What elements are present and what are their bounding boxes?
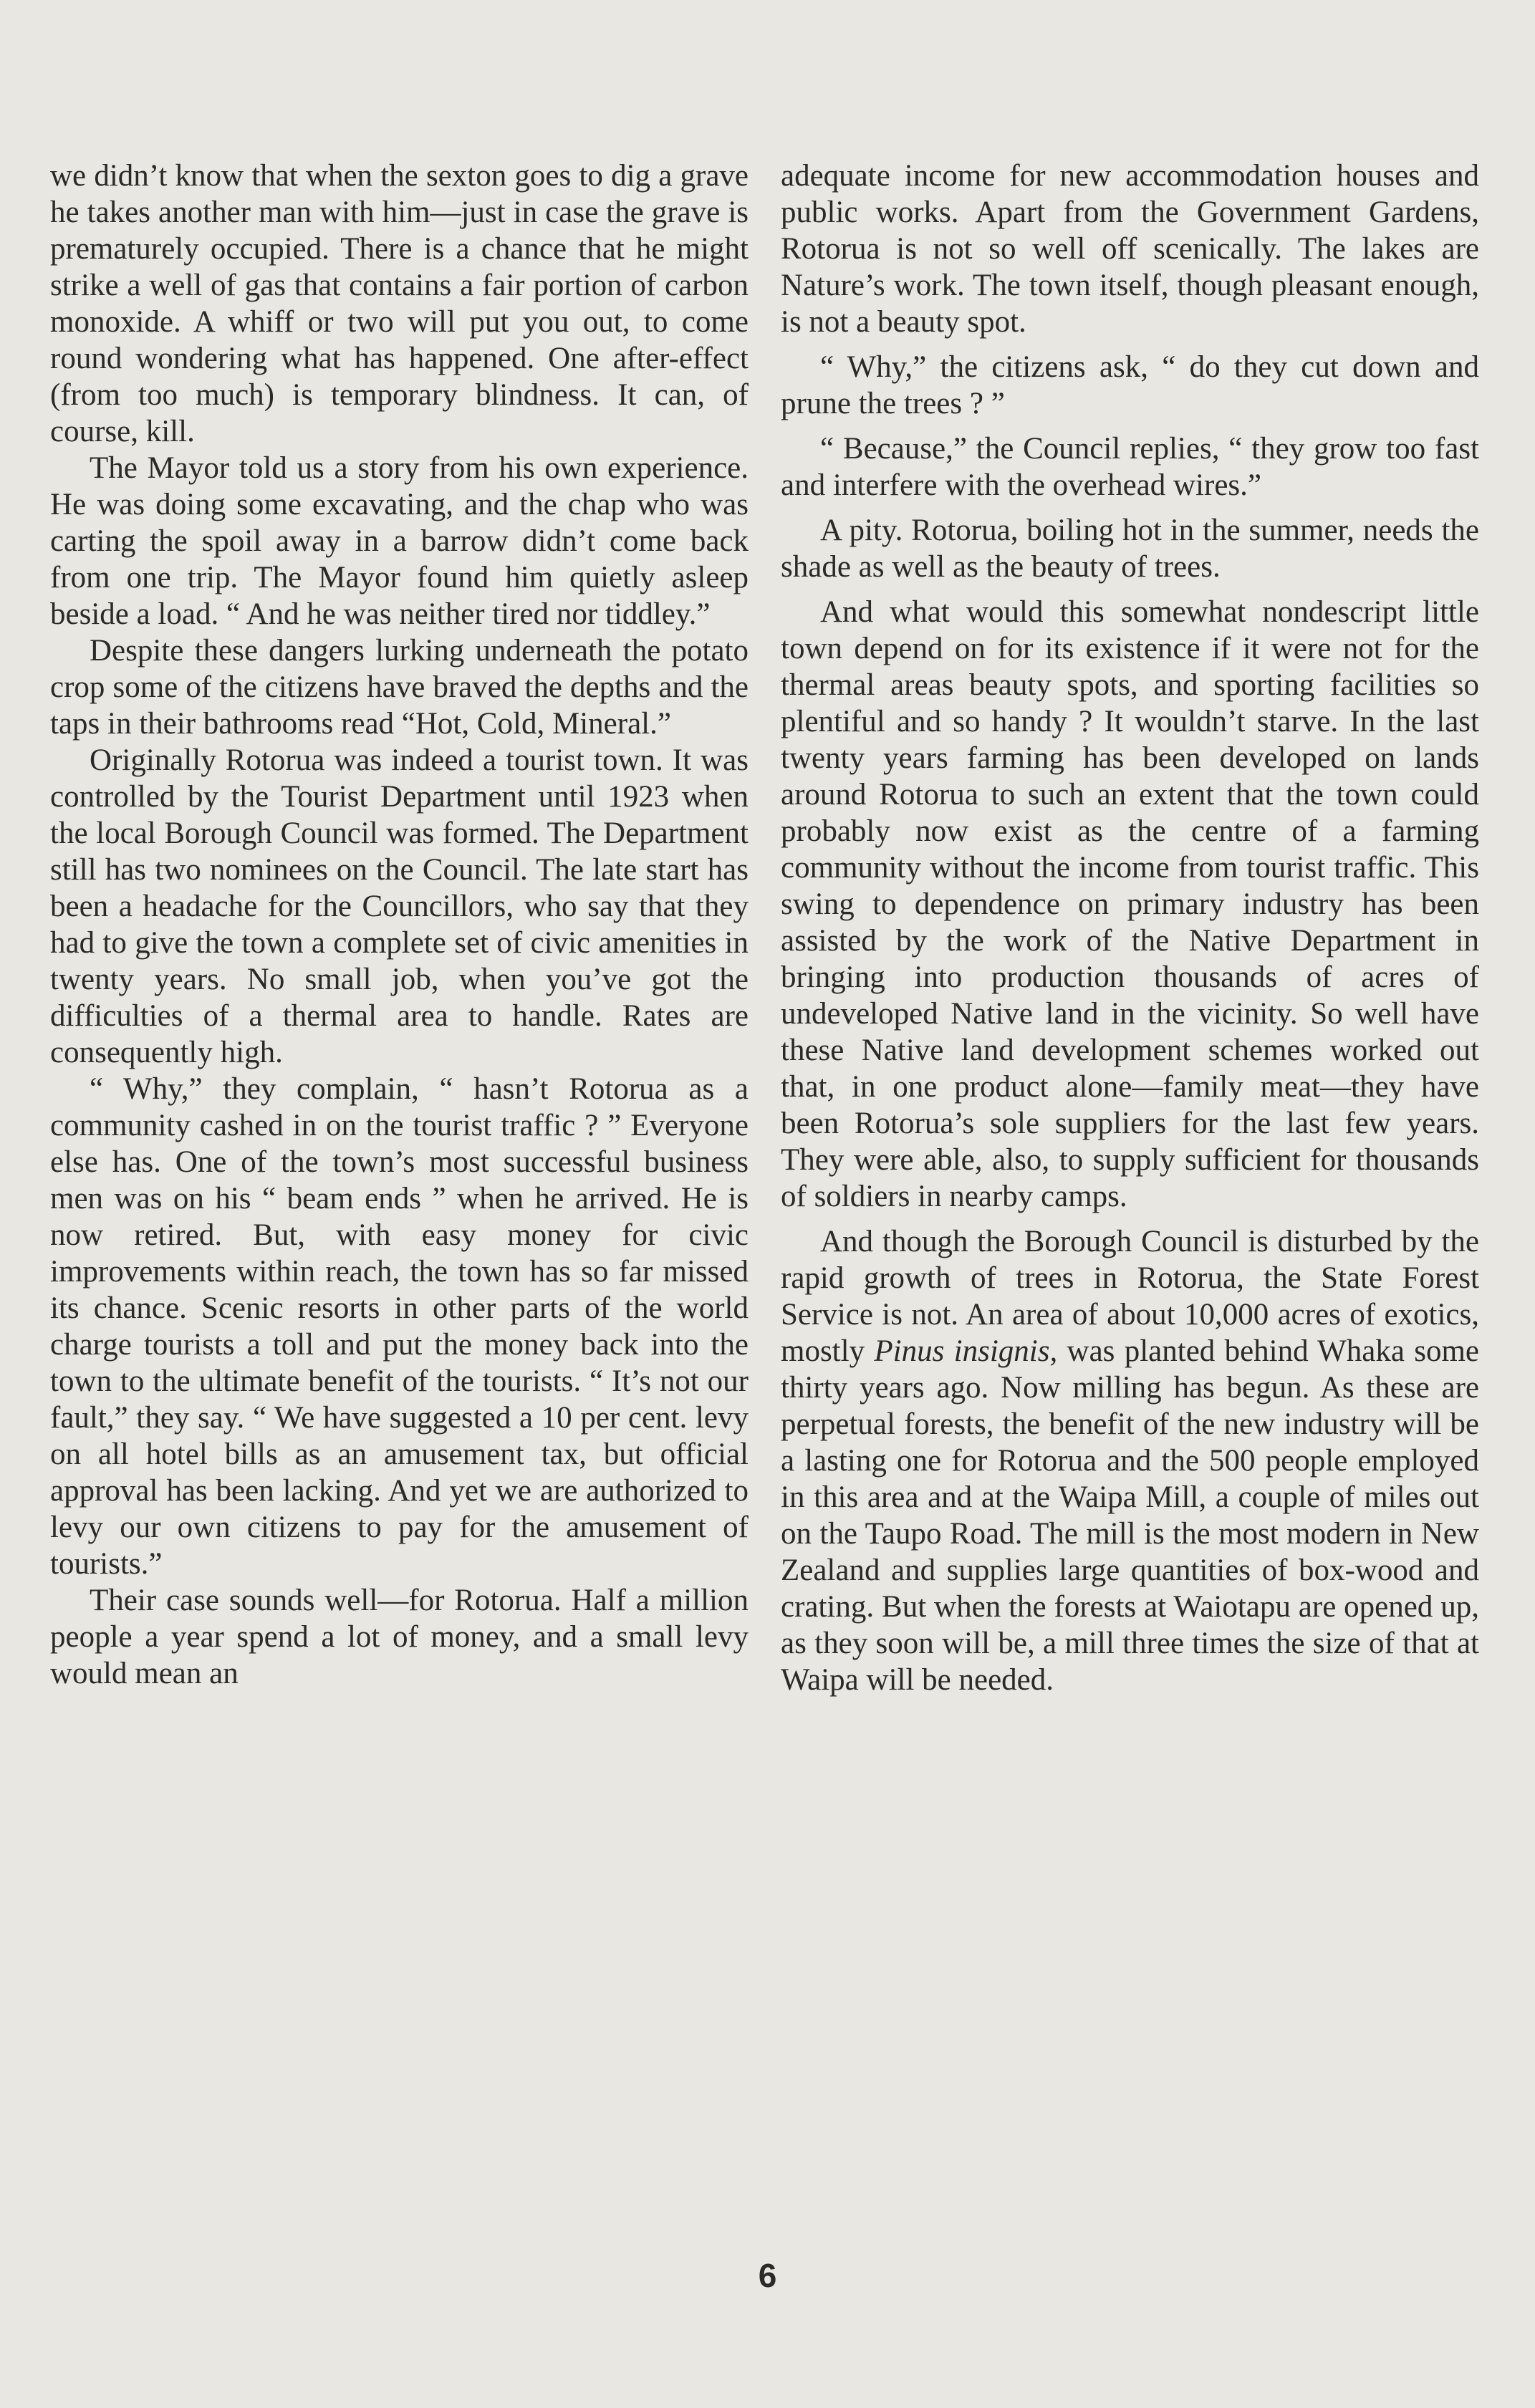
paragraph: [781, 1223, 1479, 1698]
paragraph: adequate income for new accommodation houses and public works. Apart from the Government Gardens, Rotorua is not so well off scenically. The lakes are Nature’s work. The town itself, though pleasant enough, is not a beauty spot.: [781, 159, 1479, 339]
paragraph: Originally Rotorua was indeed a tourist town. It was controlled by the Tourist Department until 1923 when the local Borough Council was formed. The Department still has two nominees on the Council. The late start has been a headache for the Councillors, who say that they had to give the town a complete set of civic amenities in twenty years. No small job, when you’ve got the difficulties of a thermal area to handle. Rates are consequently high.: [50, 743, 749, 1069]
right-column: [781, 158, 1479, 1698]
paragraph: Despite these dangers lurking underneath the potato crop some of the citizens have braved the depths and the taps in their bathrooms read “Hot, Cold, Mineral.”: [50, 634, 749, 741]
paragraph: And what would this somewhat nondescript little town depend on for its existence if it were not for the thermal areas beauty spots, and sporting facilities so plentiful and so handy ? It wouldn’t starve. In the last twenty years farming has been developed on lands around Rotorua to such an extent that the town could probably now exist as the centre of a farming community without the income from tourist traffic. This swing to dependence on primary industry has been assisted by the work of the Native Department in bringing into production thousands of acres of undeveloped Native land in the vicinity. So well have these Native land development schemes worked out that, in one product alone—family meat—they have been Rotorua’s sole suppliers for the last few years. They were able, also, to supply sufficient for thousands of soldiers in nearby camps.: [781, 595, 1479, 1213]
paragraph: “ Why,” the citizens ask, “ do they cut down and prune the trees ? ”: [781, 350, 1479, 420]
paragraph-text: was planted behind Whaka some thirty years ago. Now milling has begun. As these are perpetual forests, the benefit of the new industry will be a lasting one for Rotorua and the 500 people employed in this area and at the Waipa Mill, a couple of miles out on the Taupo Road. The mill is the most modern in New Zealand and supplies large quantities of box-wood and crating. But when the forests at Waiotapu are opened up, as they soon will be, a mill three times the size of that at Waipa will be needed.: [781, 1334, 1479, 1697]
italic-species-name: Pinus insignis,: [874, 1334, 1058, 1368]
paragraph: A pity. Rotorua, boiling hot in the summer, needs the shade as well as the beauty of trees.: [781, 514, 1479, 584]
paragraph: The Mayor told us a story from his own experience. He was doing some excavating, and the chap who was carting the spoil away in a barrow didn’t come back from one trip. The Mayor found him quietly asleep beside a load. “ And he was neither tired nor tiddley.”: [50, 451, 749, 631]
paragraph: we didn’t know that when the sexton goes to dig a grave he takes another man with him—just in case the grave is prematurely occupied. There is a chance that he might strike a well of gas that contains a fair portion of carbon monoxide. A whiff or two will put you out, to come round wondering what has happened. One after-effect (from too much) is temporary blindness. It can, of course, kill.: [50, 159, 749, 448]
page-number: 6: [758, 2257, 777, 2294]
paragraph: “ Because,” the Council replies, “ they grow too fast and interfere with the overhead wires.”: [781, 432, 1479, 502]
paragraph: “ Why,” they complain, “ hasn’t Rotorua as a community cashed in on the tourist traffic ? ” Everyone else has. One of the town’s most successful business men was on his “ beam ends ” when he arrived. He is now retired. But, with easy money for civic improvements within reach, the town has so far missed its chance. Scenic resorts in other parts of the world charge tourists a toll and put the money back into the town to the ultimate benefit of the tourists. “ It’s not our fault,” they say. “ We have suggested a 10 per cent. levy on all hotel bills as an amusement tax, but official approval has been lacking. And yet we are authorized to levy our own citizens to pay for the amusement of tourists.”: [50, 1072, 749, 1581]
paragraph-text: And though the Borough Council is disturbed by the rapid growth of trees in Rotorua, the State Forest Service is not. An area of about 10,000 acres of exotics, mostly: [781, 1225, 1479, 1368]
paragraph: Their case sounds well—for Rotorua. Half a million people a year spend a lot of money, and a small levy would mean an: [50, 1584, 749, 1690]
left-column: [50, 158, 749, 1692]
